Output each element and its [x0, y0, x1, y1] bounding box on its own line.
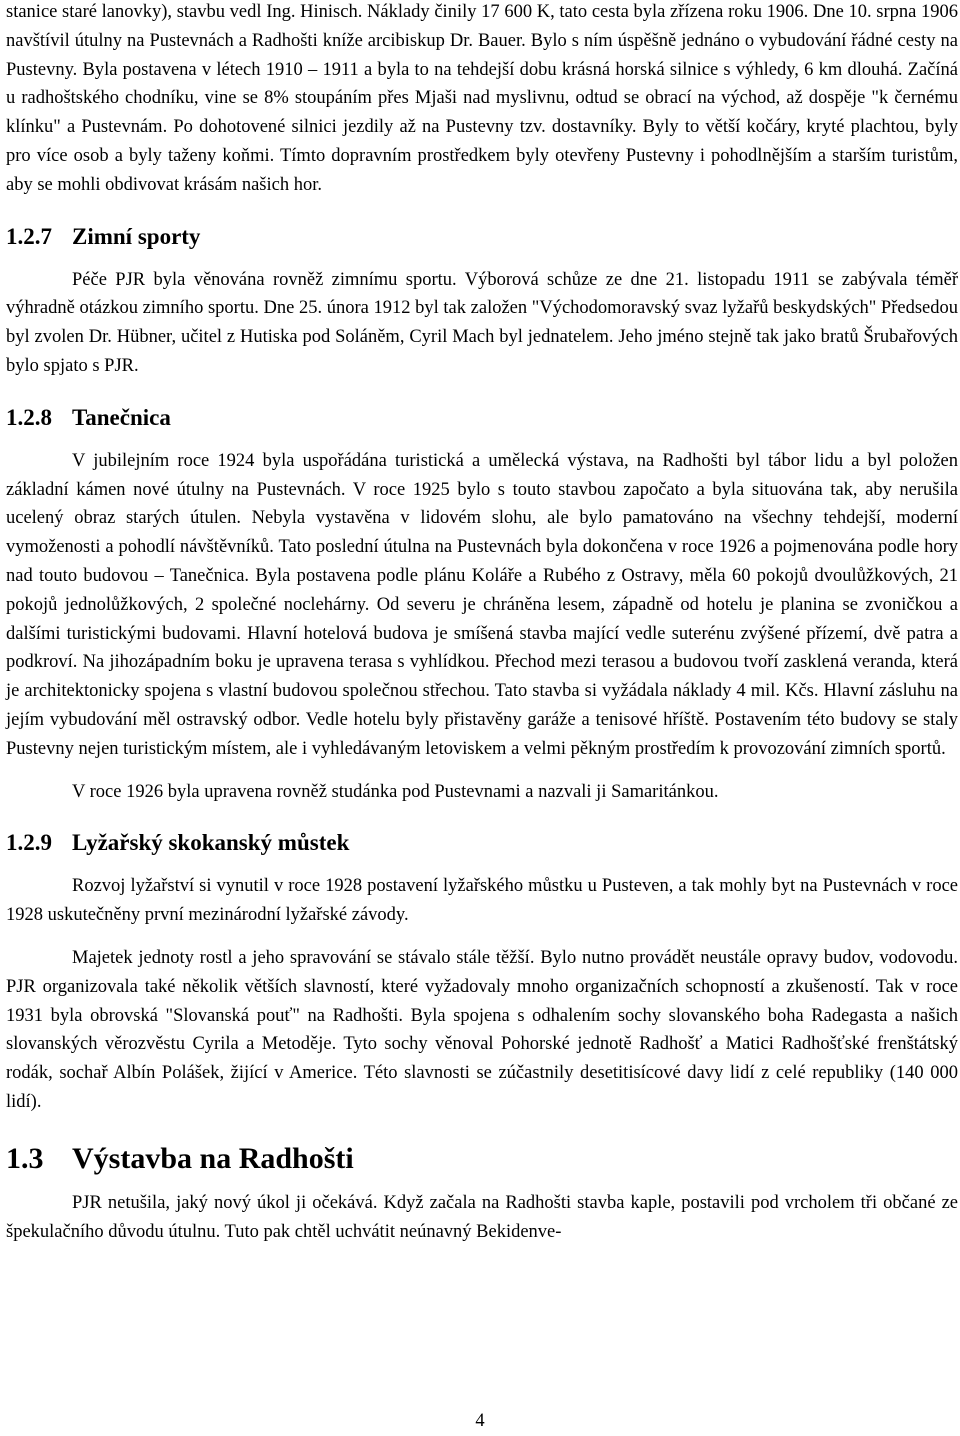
paragraph: V roce 1926 byla upravena rovněž studánka pod Pustevnami a nazvali ji Samaritánkou.	[72, 781, 719, 802]
chapter-title: Výstavba na Radhošti	[72, 1141, 354, 1175]
section-title: Tanečnica	[72, 404, 171, 430]
paragraph: Rozvoj lyžařství si vynutil v roce 1928 postavení lyžařského můstku u Pusteven, a tak mohly byt na Pustevnách v roce 1928 uskutečněny první mezinárodní lyžařské závody.	[6, 876, 958, 926]
section-title: Zimní sporty	[72, 223, 201, 249]
chapter-heading-1-3	[6, 1141, 960, 1177]
section-heading-1-2-7	[6, 222, 960, 252]
section-heading-1-2-8	[6, 403, 960, 433]
section-number: 1.2.9	[6, 830, 52, 856]
section-title: Lyžařský skokanský můstek	[72, 830, 350, 856]
paragraph-intro: stanice staré lanovky), stavbu vedl Ing. Hinisch. Náklady činily 17 600 K, tato cesta byla zřízena roku 1906. Dne 10. srpna 1906 navštívil útulny na Pustevnách a Radhošti kníže arcibiskup Dr. Bauer. Bylo s ním úspěšně jednáno o vybudování řádné cesty na Pustevny. Byla postavena v létech 1910 – 1911 a byla to na tehdejší dobu krásná horská silnice s výhledy, 6 km dlouhá. Začíná u radhoštského chodníku, vine se 8% stoupáním přes Mjaši nad myslivnu, odtud se obrací na východ, až dospěje "k černému klínku" a Pustevnám. Po dohotovené silnici jezdily až na Pustevny tzv. dostavníky. Byly to větší kočáry, kryté plachtou, byly pro více osob a byly taženy koňmi. Tímto dopravním prostředkem byly otevřeny Pustevny i pohodlnějším a starším turistům, aby se mohli obdivovat krásám našich hor.	[6, 2, 958, 195]
chapter-number: 1.3	[6, 1141, 44, 1175]
page-number: 4	[475, 1411, 485, 1431]
section-number: 1.2.8	[6, 404, 52, 430]
paragraph: PJR netušila, jaký nový úkol ji očekává. Když začala na Radhošti stavba kaple, postavili pod vrcholem tři občané ze špekulačního důvodu útulnu. Tuto pak chtěl uchvátit neúnavný Bekidenve-	[6, 1192, 958, 1242]
paragraph: V jubilejním roce 1924 byla uspořádána turistická a umělecká výstava, na Radhošti byl tábor lidu a byl položen základní kámen nové útulny na Pustevnách. V roce 1925 bylo s touto stavbou započato a byla situována tak, aby nerušila ucelený obraz starých útulen. Nebyla vystavěna v lidovém slohu, ale bylo pamatováno na všechny tehdejší, moderní vymoženosti a pohodlí návštěvníků. Tato poslední útulna na Pustevnách byla dokončena v roce 1926 a pojmenována podle hory nad touto budovou – Tanečnica. Byla postavena podle plánu Koláře a Rubého z Ostravy, měla 60 pokojů dvoulůžkových, 21 pokojů jednolůžkových, 2 společné noclehárny. Od severu je chráněna lesem, západně od hotelu je planina se zvoničkou a dalšími turistickými budovami. Hlavní hotelová budova je smíšená stavba mající vedle suterénu zvýšené přízemí, dvě patra a podkroví. Na jihozápadním boku je upravena terasa s vyhlídkou. Přechod mezi terasou a budovou tvoří zasklená veranda, která je architektonicky spojena s vlastní budovou společnou střechou. Tato stavba si vyžádala náklady 4 mil. Kčs. Hlavní zásluhu na jejím vybudování měl ostravský odbor. Vedle hotelu byly přistavěny garáže a tenisové hříště. Postavením této budovy se staly Pustevny nejen turistickým místem, ale i vyhledávaným letoviskem a velmi pěkným prostředím k provozování zimních sportů.	[6, 450, 958, 759]
paragraph: Péče PJR byla věnována rovněž zimnímu sportu. Výborová schůze ze dne 21. listopadu 1911 se zabývala téměř výhradně otázkou zimního sportu. Dne 25. února 1912 byl tak založen "Východomoravský svaz lyžařů beskydských" Předsedou byl zvolen Dr. Hübner, učitel z Hutiska pod Soláněm, Cyril Mach byl jednatelem. Jeho jméno stejně tak jako bratů Šrubařových bylo spjato s PJR.	[6, 269, 958, 376]
paragraph: Majetek jednoty rostl a jeho spravování se stávalo stále těžší. Bylo nutno provádět neustále opravy budov, vodovodu. PJR organizovala také několik větších slavností, které vyžadovaly mnoho organizačních schopností a zkušeností. Tak v roce 1931 byla obrovská "Slovanská pouť" na Radhošti. Byla spojena s odhalením sochy slovanského boha Radegasta a našich slovanských věrozvěstu Cyrila a Metoděje. Tyto sochy věnoval Pohorské jednotě Radhošť a Matici Radhošťské frenštátský rodák, sochař Albín Polášek, žijící v Americe. Této slavnosti se zúčastnily desetitisícové davy lidí z celé republiky (140 000 lidí).	[6, 947, 958, 1112]
section-number: 1.2.7	[6, 223, 52, 249]
section-heading-1-2-9	[6, 828, 960, 858]
